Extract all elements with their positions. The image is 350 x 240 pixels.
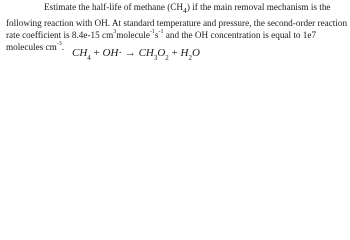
molecule-unit: molecule (116, 29, 150, 40)
ch4-subscript: 4 (183, 5, 187, 15)
product-o: O (157, 47, 166, 59)
reactant-ch: CH (72, 47, 88, 59)
problem-line-1-cont: ) if the main removal mechanism is the following reaction with OH. At standard temperature and pressure, the second-order reaction rate coefficient is 8.4e-15 cm (6, 2, 348, 40)
cm3-superscript: 3 (113, 28, 117, 35)
product-water-o: O (191, 47, 200, 59)
seconds-unit: s (154, 29, 159, 40)
product-ch: CH (138, 47, 154, 59)
reactant-ch4-subscript: 4 (87, 54, 91, 63)
plus-sign-1: + (90, 47, 103, 59)
problem-card (0, 0, 350, 65)
plus-sign-2: + (168, 47, 181, 59)
product-h2-subscript: 2 (188, 54, 192, 63)
reaction-arrow: → (122, 47, 139, 59)
problem-line-1: Estimate the half-life of methane (CH (44, 2, 184, 12)
radical-dot: · (118, 47, 123, 59)
product-h: H (180, 47, 189, 59)
reactant-oh: OH (102, 47, 119, 59)
reaction-equation (72, 46, 200, 63)
problem-tail: and the OH concentration is equal to 1e7 molecules cm (6, 29, 317, 52)
product-ch3-subscript: 3 (153, 54, 158, 63)
cm-3-superscript: -3 (56, 40, 62, 47)
molecule-exponent: -1 (149, 28, 155, 35)
seconds-exponent: -1 (158, 28, 164, 35)
product-o2-subscript: 2 (165, 54, 169, 63)
problem-period: . (61, 41, 65, 52)
